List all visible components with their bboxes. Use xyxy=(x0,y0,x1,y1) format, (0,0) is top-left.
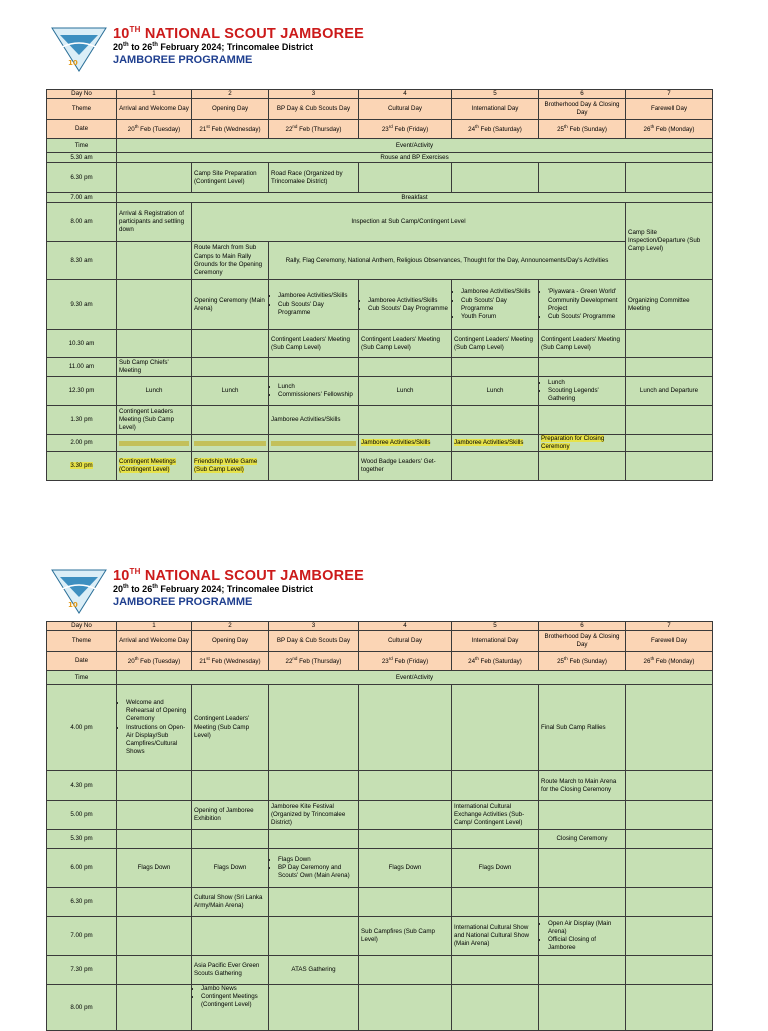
activity-cell xyxy=(269,685,359,771)
day-number-row xyxy=(47,90,713,99)
table-row xyxy=(47,956,713,985)
day-number-row xyxy=(47,622,713,631)
activity-cell: Rally, Flag Ceremony, National Anthem, Religious Observances, Thought for the Day, Announcements/Day's Activities xyxy=(269,242,626,280)
page-header xyxy=(50,567,750,629)
date-row xyxy=(47,652,713,671)
activity-cell: Wood Badge Leaders' Get-together xyxy=(359,452,452,481)
activity-cell xyxy=(539,849,626,888)
programme-table-2 xyxy=(46,621,713,1031)
list-item: • Jambo News xyxy=(201,985,266,993)
table-row xyxy=(47,771,713,801)
theme-day-3: BP Day & Cub Scouts Day xyxy=(269,631,359,652)
event-dates: 20th to 26th February 2024; Trincomalee District xyxy=(113,584,313,594)
activity-cell xyxy=(626,406,713,435)
activity-cell xyxy=(192,917,269,956)
activity-cell xyxy=(626,358,713,377)
activity-cell xyxy=(192,406,269,435)
table-row xyxy=(47,435,713,452)
time-cell: 4.30 pm xyxy=(47,771,117,801)
list-item: • Cub Scouts' Day Programme xyxy=(461,297,536,313)
day-2: 2 xyxy=(192,622,269,631)
list-item: • Official Closing of Jamboree xyxy=(548,936,623,952)
activity-cell: Opening Ceremony (Main Arena) xyxy=(192,280,269,330)
activity-cell: International Cultural Exchange Activities (Sub-Camp/ Contingent Level) xyxy=(452,801,539,830)
activity-cell xyxy=(539,452,626,481)
list-item: • Instructions on Open-Air Display/Sub Campfires/Cultural Shows xyxy=(126,724,189,756)
activity-cell: Flags Down xyxy=(117,849,192,888)
activity-cell: Sub Camp Chiefs' Meeting xyxy=(117,358,192,377)
day-3: 3 xyxy=(269,622,359,631)
activity-cell xyxy=(117,280,192,330)
list-item: • Cub Scouts' Day Programme xyxy=(368,305,449,313)
time-cell: 7.00 pm xyxy=(47,917,117,956)
page-subtitle: JAMBOREE PROGRAMME xyxy=(113,596,253,608)
date-day-6: 25th Feb (Sunday) xyxy=(539,652,626,671)
table-row xyxy=(47,193,713,203)
theme-day-7: Farewell Day xyxy=(626,631,713,652)
activity-cell xyxy=(359,771,452,801)
list-item: • Cub Scouts' Programme xyxy=(548,313,623,321)
activity-cell: Contingent Leaders' Meeting (Sub Camp Level) xyxy=(269,330,359,358)
activity-cell: Jamboree Activities/Skills xyxy=(452,435,539,452)
time-cell: 12.30 pm xyxy=(47,377,117,406)
activity-cell xyxy=(539,280,626,330)
list-item: • 'Piyawara - Green World' Community Development Project xyxy=(548,288,623,312)
activity-cell xyxy=(117,888,192,917)
activity-cell: Flags Down xyxy=(359,849,452,888)
activity-cell: Lunch xyxy=(117,377,192,406)
activity-cell: Flags Down xyxy=(192,849,269,888)
list-item: • Lunch xyxy=(548,379,623,387)
activity-cell xyxy=(359,888,452,917)
time-cell: 6.30 pm xyxy=(47,888,117,917)
activity-cell: Lunch xyxy=(452,377,539,406)
date-day-2: 21st Feb (Wednesday) xyxy=(192,652,269,671)
day-1: 1 xyxy=(117,622,192,631)
day-7: 7 xyxy=(626,622,713,631)
activity-cell: Route March from Sub Camps to Main Rally Grounds for the Opening Ceremony xyxy=(192,242,269,280)
activity-cell xyxy=(626,801,713,830)
date-day-7: 26th Feb (Monday) xyxy=(626,652,713,671)
activity-cell xyxy=(626,956,713,985)
theme-day-6: Brotherhood Day & Closing Day xyxy=(539,99,626,120)
theme-label: Theme xyxy=(47,99,117,120)
list-item: • Jamboree Activities/Skills xyxy=(278,292,356,300)
activity-cell: Opening of Jamboree Exhibition xyxy=(192,801,269,830)
activity-cell xyxy=(539,406,626,435)
theme-day-1: Arrival and Welcome Day xyxy=(117,631,192,652)
activity-cell xyxy=(539,917,626,956)
activity-cell: Asia Pacific Ever Green Scouts Gathering xyxy=(192,956,269,985)
activity-cell xyxy=(452,452,539,481)
date-day-5: 24th Feb (Saturday) xyxy=(452,120,539,139)
table-row xyxy=(47,330,713,358)
activity-cell xyxy=(626,330,713,358)
activity-cell xyxy=(452,771,539,801)
theme-day-2: Opening Day xyxy=(192,99,269,120)
activity-cell xyxy=(117,163,192,193)
day-4: 4 xyxy=(359,90,452,99)
activity-cell xyxy=(626,917,713,956)
date-label: Date xyxy=(47,120,117,139)
activity-cell xyxy=(192,358,269,377)
activity-cell: Route March to Main Arena for the Closing Ceremony xyxy=(539,771,626,801)
time-cell: 11.00 am xyxy=(47,358,117,377)
date-row xyxy=(47,120,713,139)
activity-cell xyxy=(117,801,192,830)
activity-cell xyxy=(192,330,269,358)
activity-cell xyxy=(359,685,452,771)
list-item: • Welcome and Rehearsal of Opening Ceremony xyxy=(126,699,189,723)
theme-day-2: Opening Day xyxy=(192,631,269,652)
table-row xyxy=(47,280,713,330)
date-day-1: 20th Feb (Tuesday) xyxy=(117,652,192,671)
activity-cell xyxy=(359,956,452,985)
event-activity-label: Event/Activity xyxy=(117,671,713,685)
table-row xyxy=(47,888,713,917)
activity-cell xyxy=(626,435,713,452)
activity-cell: Closing Ceremony xyxy=(539,830,626,849)
activity-cell xyxy=(269,452,359,481)
activity-cell xyxy=(192,435,269,452)
time-label: Time xyxy=(47,139,117,153)
activity-cell: Contingent Leaders' Meeting (Sub Camp Level) xyxy=(452,330,539,358)
list-item: • Commissioners' Fellowship xyxy=(278,391,356,399)
day-4: 4 xyxy=(359,622,452,631)
list-item: • Contingent Meetings (Contingent Level) xyxy=(201,993,266,1009)
list-item: • Jamboree Activities/Skills xyxy=(461,288,536,296)
page-title: 10TH NATIONAL SCOUT JAMBOREE xyxy=(113,567,364,584)
theme-day-5: International Day xyxy=(452,631,539,652)
table-row xyxy=(47,203,713,242)
day-5: 5 xyxy=(452,90,539,99)
time-cell: 8.00 pm xyxy=(47,985,117,1031)
day-6: 6 xyxy=(539,90,626,99)
table-row xyxy=(47,685,713,771)
activity-cell xyxy=(117,242,192,280)
time-cell: 6.30 pm xyxy=(47,163,117,193)
time-cell: 9.30 am xyxy=(47,280,117,330)
activity-cell: Preparation for Closing Ceremony xyxy=(539,435,626,452)
time-cell: 5.00 pm xyxy=(47,801,117,830)
theme-day-5: International Day xyxy=(452,99,539,120)
date-day-3: 22nd Feb (Thursday) xyxy=(269,652,359,671)
activity-cell xyxy=(452,358,539,377)
theme-day-3: BP Day & Cub Scouts Day xyxy=(269,99,359,120)
time-cell: 1.30 pm xyxy=(47,406,117,435)
activity-cell: Contingent Leaders' Meeting (Sub Camp Level) xyxy=(359,330,452,358)
activity-cell xyxy=(452,280,539,330)
activity-cell: Friendship Wide Game (Sub Camp Level) xyxy=(192,452,269,481)
activity-cell xyxy=(269,888,359,917)
time-cell: 7.00 am xyxy=(47,193,117,203)
activity-cell xyxy=(539,377,626,406)
time-cell: 10.30 am xyxy=(47,330,117,358)
activity-cell: Camp Site Inspection/Departure (Sub Camp Level) xyxy=(626,203,713,280)
activity-cell xyxy=(192,771,269,801)
activity-cell: Organizing Committee Meeting xyxy=(626,280,713,330)
theme-day-6: Brotherhood Day & Closing Day xyxy=(539,631,626,652)
date-day-3: 22nd Feb (Thursday) xyxy=(269,120,359,139)
activity-cell xyxy=(539,888,626,917)
jamboree-logo-icon xyxy=(50,567,108,615)
activity-cell xyxy=(117,956,192,985)
activity-cell xyxy=(452,685,539,771)
table-row xyxy=(47,406,713,435)
activity-cell: Inspection at Sub Camp/Contingent Level xyxy=(192,203,626,242)
event-activity-label: Event/Activity xyxy=(117,139,713,153)
activity-cell: ATAS Gathering xyxy=(269,956,359,985)
date-day-4: 23rd Feb (Friday) xyxy=(359,652,452,671)
day-no-label: Day No xyxy=(47,90,117,99)
theme-day-4: Cultural Day xyxy=(359,631,452,652)
activity-cell xyxy=(539,956,626,985)
list-item: • Lunch xyxy=(278,383,356,391)
list-item: • Open Air Display (Main Arena) xyxy=(548,920,623,936)
theme-day-7: Farewell Day xyxy=(626,99,713,120)
day-6: 6 xyxy=(539,622,626,631)
activity-cell xyxy=(452,888,539,917)
activity-cell xyxy=(539,358,626,377)
time-cell: 8.00 am xyxy=(47,203,117,242)
activity-cell xyxy=(626,452,713,481)
activity-cell: Final Sub Camp Rallies xyxy=(539,685,626,771)
activity-cell xyxy=(117,685,192,771)
date-day-6: 25th Feb (Sunday) xyxy=(539,120,626,139)
event-dates: 20th to 26th February 2024; Trincomalee District xyxy=(113,42,313,52)
list-item: • Flags Down xyxy=(278,856,356,864)
time-cell: 7.30 pm xyxy=(47,956,117,985)
time-cell: 8.30 am xyxy=(47,242,117,280)
table-row xyxy=(47,377,713,406)
time-cell: 5.30 am xyxy=(47,153,117,163)
activity-cell xyxy=(117,435,192,452)
activity-cell xyxy=(117,830,192,849)
activity-cell xyxy=(452,956,539,985)
table-row xyxy=(47,917,713,956)
activity-cell: Jamboree Kite Festival (Organized by Trincomalee District) xyxy=(269,801,359,830)
date-day-5: 24th Feb (Saturday) xyxy=(452,652,539,671)
activity-cell: Cultural Show (Sri Lanka Army/Main Arena) xyxy=(192,888,269,917)
activity-cell xyxy=(626,830,713,849)
activity-cell: Breakfast xyxy=(117,193,713,203)
activity-cell: Rouse and BP Exercises xyxy=(117,153,713,163)
activity-cell xyxy=(626,771,713,801)
time-header-row xyxy=(47,139,713,153)
date-day-2: 21st Feb (Wednesday) xyxy=(192,120,269,139)
activity-cell xyxy=(269,358,359,377)
activity-cell: Lunch and Departure xyxy=(626,377,713,406)
activity-cell xyxy=(117,771,192,801)
table-row xyxy=(47,801,713,830)
activity-cell: Sub Campfires (Sub Camp Level) xyxy=(359,917,452,956)
activity-cell xyxy=(359,830,452,849)
page-header xyxy=(50,25,750,87)
activity-cell xyxy=(626,849,713,888)
activity-cell xyxy=(117,917,192,956)
day-2: 2 xyxy=(192,90,269,99)
activity-cell xyxy=(269,771,359,801)
activity-cell: Jamboree Activities/Skills xyxy=(359,435,452,452)
list-item: • Youth Forum xyxy=(461,313,536,321)
table-row xyxy=(47,452,713,481)
theme-day-1: Arrival and Welcome Day xyxy=(117,99,192,120)
activity-cell xyxy=(269,849,359,888)
activity-cell xyxy=(452,830,539,849)
page-subtitle: JAMBOREE PROGRAMME xyxy=(113,54,253,66)
time-cell: 4.00 pm xyxy=(47,685,117,771)
date-day-7: 26th Feb (Monday) xyxy=(626,120,713,139)
day-3: 3 xyxy=(269,90,359,99)
activity-cell: Road Race (Organized by Trincomalee District) xyxy=(269,163,359,193)
activity-cell xyxy=(359,406,452,435)
activity-cell xyxy=(452,163,539,193)
activity-cell xyxy=(539,163,626,193)
list-item: • Jamboree Activities/Skills xyxy=(368,297,449,305)
activity-cell: Contingent Leaders' Meeting (Sub Camp Level) xyxy=(539,330,626,358)
activity-cell xyxy=(359,163,452,193)
activity-cell: Arrival & Registration of participants and settling down xyxy=(117,203,192,242)
activity-cell: Lunch xyxy=(192,377,269,406)
time-cell: 2.00 pm xyxy=(47,435,117,452)
theme-row xyxy=(47,99,713,120)
activity-cell: Contingent Meetings (Contingent Level) xyxy=(117,452,192,481)
activity-cell xyxy=(192,830,269,849)
time-cell: 6.00 pm xyxy=(47,849,117,888)
table-row xyxy=(47,830,713,849)
date-day-1: 20th Feb (Tuesday) xyxy=(117,120,192,139)
activity-cell xyxy=(626,685,713,771)
activity-cell xyxy=(452,406,539,435)
date-label: Date xyxy=(47,652,117,671)
table-row xyxy=(47,242,713,280)
theme-row xyxy=(47,631,713,652)
activity-cell xyxy=(269,830,359,849)
time-cell: 5.30 pm xyxy=(47,830,117,849)
theme-label: Theme xyxy=(47,631,117,652)
activity-cell: Flags Down xyxy=(452,849,539,888)
activity-cell: Contingent Leaders' Meeting (Sub Camp Level) xyxy=(192,685,269,771)
svg-text:10: 10 xyxy=(68,59,78,67)
activity-cell xyxy=(269,377,359,406)
activity-cell xyxy=(539,801,626,830)
time-cell: 3.30 pm xyxy=(47,452,117,481)
list-item: • Scouting Legends' Gathering xyxy=(548,387,623,403)
activity-cell xyxy=(269,435,359,452)
jamboree-logo-icon xyxy=(50,25,108,73)
day-7: 7 xyxy=(626,90,713,99)
svg-text:10: 10 xyxy=(68,601,78,609)
activity-cell: Contingent Leaders Meeting (Sub Camp Level) xyxy=(117,406,192,435)
list-item: • Cub Scouts' Day Programme xyxy=(278,301,356,317)
time-label: Time xyxy=(47,671,117,685)
activity-cell: Lunch xyxy=(359,377,452,406)
table-row xyxy=(47,358,713,377)
activity-cell: International Cultural Show and National Cultural Show (Main Arena) xyxy=(452,917,539,956)
table-row xyxy=(47,849,713,888)
programme-table-1 xyxy=(46,89,713,481)
activity-cell: Jamboree Activities/Skills xyxy=(269,406,359,435)
list-item: • BP Day Ceremony and Scouts' Own (Main Arena) xyxy=(278,864,356,880)
activity-cell: Camp Site Preparation (Contingent Level) xyxy=(192,163,269,193)
activity-cell xyxy=(359,801,452,830)
day-5: 5 xyxy=(452,622,539,631)
activity-cell xyxy=(269,280,359,330)
page-title: 10TH NATIONAL SCOUT JAMBOREE xyxy=(113,25,364,42)
activity-cell xyxy=(359,280,452,330)
activity-cell xyxy=(117,330,192,358)
date-day-4: 23rd Feb (Friday) xyxy=(359,120,452,139)
activity-cell xyxy=(626,888,713,917)
day-no-label: Day No xyxy=(47,622,117,631)
activity-cell xyxy=(269,917,359,956)
table-row xyxy=(47,163,713,193)
activity-cell xyxy=(626,163,713,193)
activity-cell xyxy=(359,358,452,377)
time-header-row xyxy=(47,671,713,685)
theme-day-4: Cultural Day xyxy=(359,99,452,120)
table-row xyxy=(47,153,713,163)
day-1: 1 xyxy=(117,90,192,99)
